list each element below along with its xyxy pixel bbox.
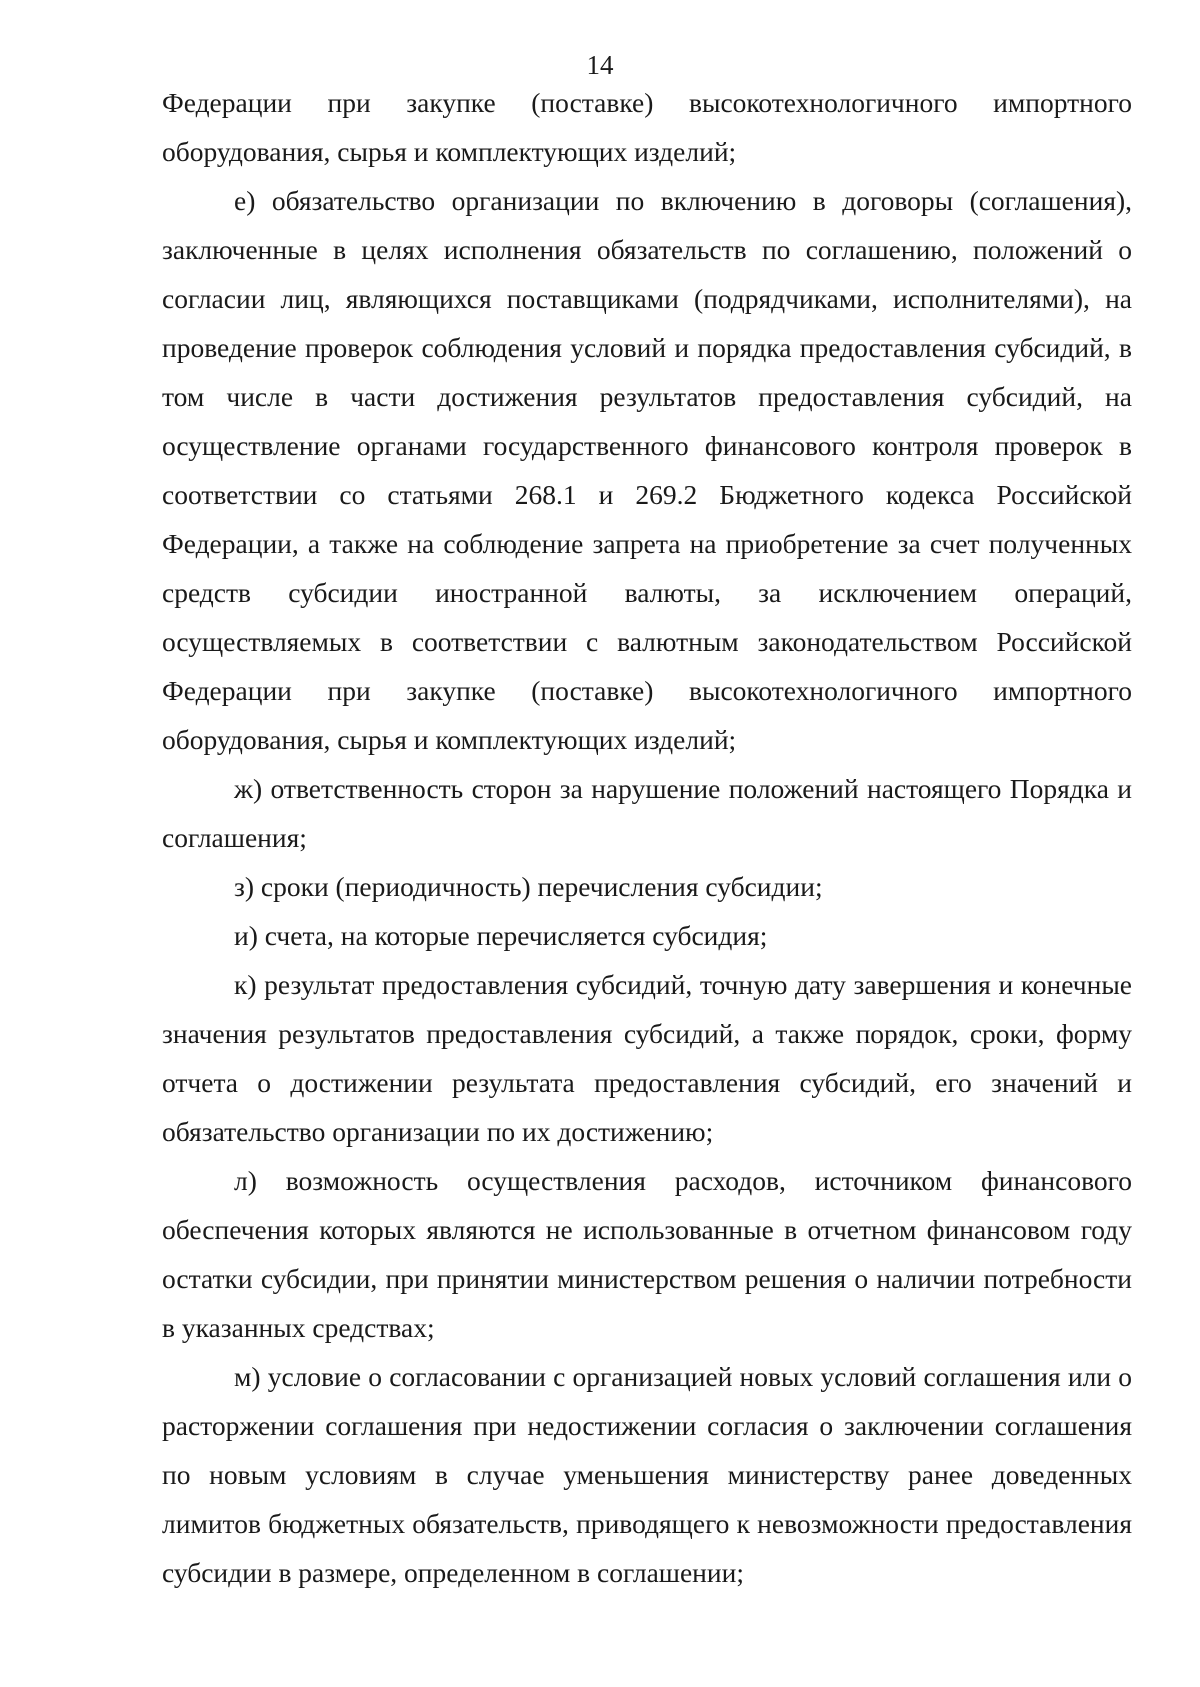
document-body xyxy=(162,78,1132,1597)
paragraph-item-i: и) счета, на которые перечисляется субсидия; xyxy=(234,920,768,951)
paragraph-item-z: з) сроки (периодичность) перечисления субсидии; xyxy=(234,871,823,902)
paragraph-continuation: Федерации при закупке (поставке) высокотехнологичного импортного оборудования, сырья и комплектующих изделий; xyxy=(162,87,1132,167)
paragraph-item-l: л) возможность осуществления расходов, источником финансового обеспечения которых являются не использованные в отчетном финансовом году остатки субсидии, при принятии министерством решения о наличии потребности в указанных средствах; xyxy=(162,1165,1132,1343)
paragraph-item-m: м) условие о согласовании с организацией новых условий соглашения или о расторжении соглашения при недостижении согласия о заключении соглашения по новым условиям в случае уменьшения министерству ранее доведенных лимитов бюджетных обязательств, приводящего к невозможности предоставления субсидии в размере, определенном в соглашении; xyxy=(162,1361,1132,1588)
paragraph-item-e: е) обязательство организации по включению в договоры (соглашения), заключенные в целях исполнения обязательств по соглашению, положений о согласии лиц, являющихся поставщиками (подрядчиками, исполнителями), на проведение проверок соблюдения условий и порядка предоставления субсидий, в том числе в части достижения результатов предоставления субсидий, на осуществление органами государственного финансового контроля проверок в соответствии со статьями 268.1 и 269.2 Бюджетного кодекса Российской Федерации, а также на соблюдение запрета на приобретение за счет полученных средств субсидии иностранной валюты, за исключением операций, осуществляемых в соответствии с валютным законодательством Российской Федерации при закупке (поставке) высокотехнологичного импортного оборудования, сырья и комплектующих изделий; xyxy=(162,185,1132,755)
paragraph-item-k: к) результат предоставления субсидий, точную дату завершения и конечные значения результатов предоставления субсидий, а также порядок, сроки, форму отчета о достижении результата предоставления субсидий, его значений и обязательство организации по их достижению; xyxy=(162,969,1132,1147)
paragraph-item-zh: ж) ответственность сторон за нарушение положений настоящего Порядка и соглашения; xyxy=(162,773,1132,853)
page-number: 14 xyxy=(586,50,614,80)
